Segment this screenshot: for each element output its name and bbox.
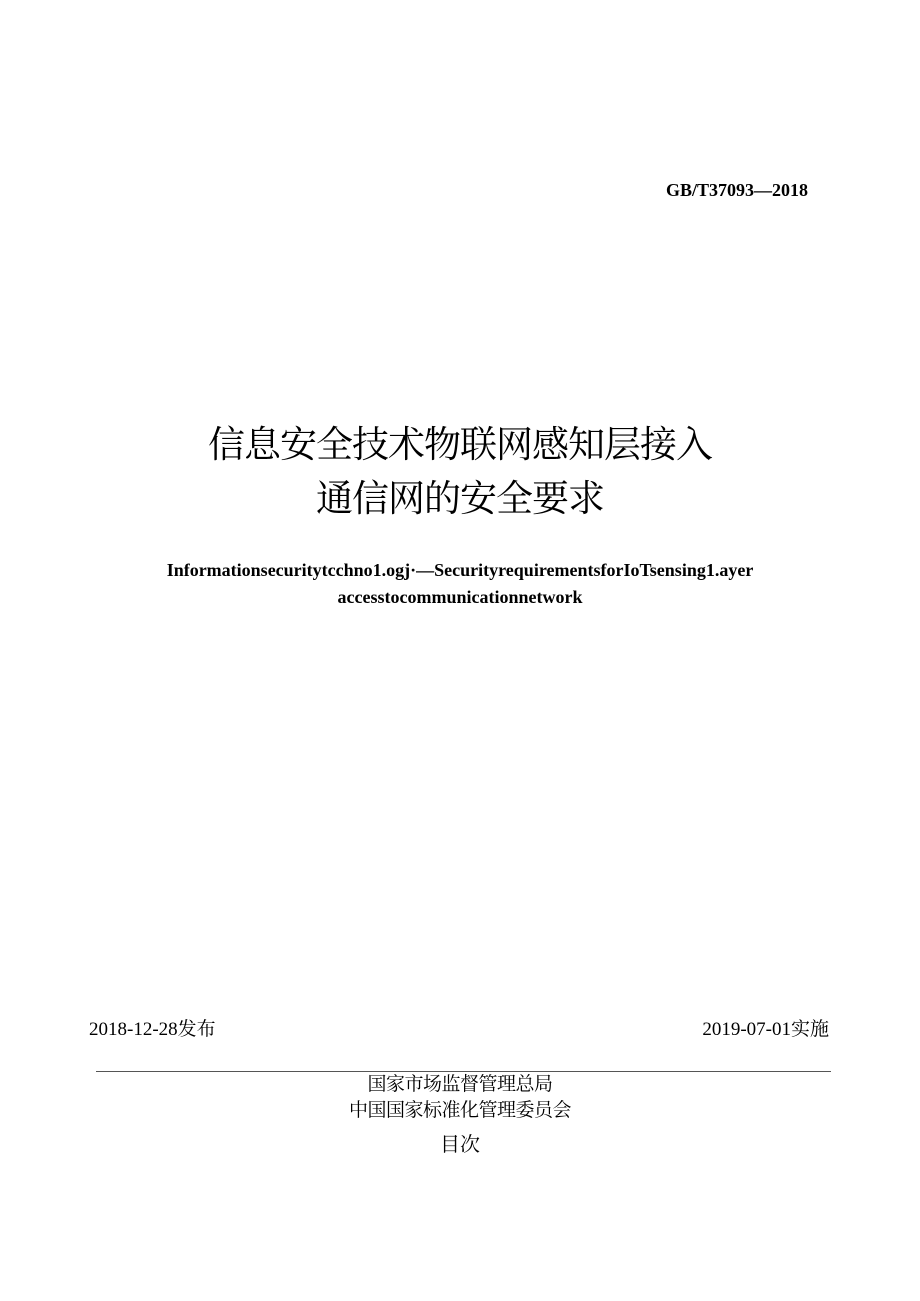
standard-number: GB/T37093—2018 <box>665 180 808 200</box>
english-title-line-1: Informationsecuritytcchno1.ogj·—SecurityrequirementsforIoTsensing1.ayer <box>166 560 754 580</box>
chinese-title <box>0 418 920 526</box>
issuer-1: 国家市场监督管理总局 <box>367 1073 553 1095</box>
issue-date-value: 2018-12-28 <box>89 1019 178 1040</box>
implementation-date-value: 2019-07-01 <box>702 1019 791 1040</box>
chinese-title-line-1: 信息安全技术物联网感知层接入 <box>208 423 712 466</box>
issue-date <box>89 1014 216 1041</box>
implementation-label: 实施 <box>790 1018 829 1040</box>
english-title <box>0 557 920 611</box>
english-title-line-2: accesstocommunicationnetwork <box>337 587 583 607</box>
chinese-title-line-2: 通信网的安全要求 <box>316 477 604 520</box>
toc-heading: 目次 <box>440 1132 480 1156</box>
issuing-authorities <box>0 1071 920 1123</box>
issue-label: 发布 <box>177 1018 216 1040</box>
implementation-date <box>702 1014 829 1041</box>
issuer-2: 中国国家标准化管理委员会 <box>348 1099 571 1121</box>
